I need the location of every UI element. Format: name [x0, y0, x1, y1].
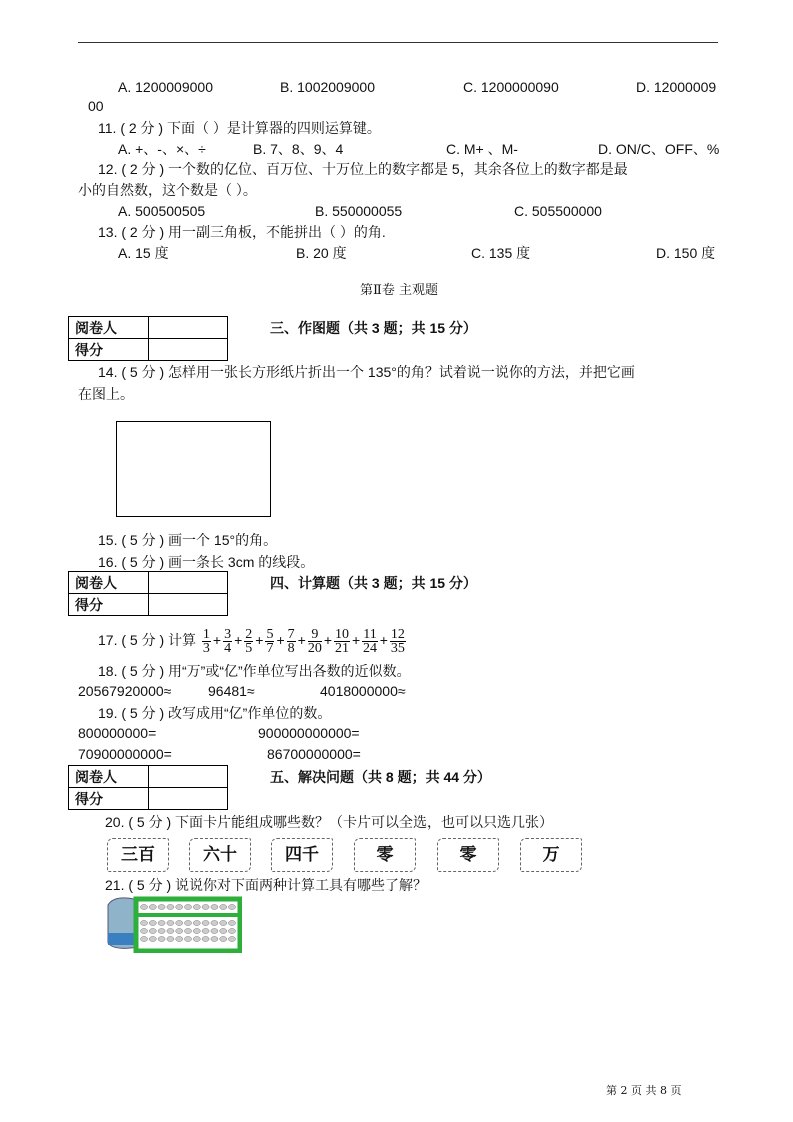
fraction: $\frac{3}{4}$	[224, 626, 232, 656]
abacus-bead	[167, 905, 174, 910]
q19-item-2: 900000000000=	[258, 725, 360, 741]
q10-option-c: C. 1200000090	[463, 79, 559, 95]
card: 四千	[271, 838, 333, 872]
grader-label: 阅卷人	[69, 317, 149, 339]
q18-item-3: 4018000000≈	[320, 683, 406, 699]
plus-sign: +	[234, 632, 243, 648]
abacus-bead	[158, 929, 165, 934]
abacus-bead	[149, 937, 156, 942]
q18-item-1: 20567920000≈	[78, 683, 172, 699]
card: 零	[437, 838, 499, 872]
fraction: $\frac{11}{24}$	[362, 626, 377, 656]
abacus-bead	[202, 929, 209, 934]
grader-table-1	[68, 316, 228, 361]
abacus-bead	[141, 937, 148, 942]
q16-stem: 16. ( 5 分 ) 画一条长 3cm 的线段。	[98, 554, 315, 570]
q11-stem: 11. ( 2 分 ) 下面（ ）是计算器的四则运算键。	[98, 120, 381, 136]
abacus-bead	[185, 937, 192, 942]
abacus-bead	[193, 929, 200, 934]
grader-cell[interactable]	[149, 317, 228, 339]
abacus-bead	[220, 929, 227, 934]
q12-stem: 12. ( 2 分 ) 一个数的亿位、百万位、十万位上的数字都是 5，其余各位上的数字都是最	[98, 161, 628, 177]
card: 零	[354, 838, 416, 872]
q13-option-b: B. 20 度	[296, 245, 347, 261]
q11-option-c: C. M+ 、M-	[446, 141, 518, 157]
grader-label: 阅卷人	[69, 766, 149, 788]
score-cell[interactable]	[149, 594, 228, 616]
abacus-bead	[141, 905, 148, 910]
q11-option-d: D. ON/C、OFF、%	[598, 141, 720, 157]
q13-stem: 13. ( 2 分 ) 用一副三角板，不能拼出（ ）的角.	[98, 224, 386, 240]
rectangle-paper-figure	[116, 421, 271, 517]
abacus-bead	[229, 929, 236, 934]
card: 六十	[189, 838, 251, 872]
q19-item-3: 70900000000=	[78, 746, 172, 762]
abacus-bead	[176, 929, 183, 934]
q10-option-a: A. 1200009000	[118, 79, 213, 95]
plus-sign: +	[379, 632, 388, 648]
q12-stem-cont: 小的自然数，这个数是（ ）。	[78, 182, 257, 198]
q10-option-b: B. 1002009000	[280, 79, 375, 95]
page-footer: 第 2 页 共 8 页	[606, 1084, 682, 1097]
abacus-bead	[176, 921, 183, 926]
q12-option-c: C. 505500000	[514, 203, 602, 219]
q20-stem: 20. ( 5 分 ) 下面卡片能组成哪些数？（卡片可以全选，也可以只选几张）	[105, 814, 554, 830]
q19-item-4: 86700000000=	[267, 746, 361, 762]
abacus-bead	[167, 937, 174, 942]
grader-table-3	[68, 765, 228, 810]
card: 万	[520, 838, 582, 872]
abacus-image	[104, 895, 242, 953]
grader-cell[interactable]	[149, 572, 228, 594]
score-cell[interactable]	[149, 339, 228, 361]
abacus-bead	[141, 921, 148, 926]
fraction: $\frac{9}{20}$	[307, 626, 322, 656]
grader-label: 阅卷人	[69, 572, 149, 594]
q10-option-d-wrap: 00	[88, 98, 104, 114]
q12-option-a: A. 500500505	[118, 203, 206, 219]
abacus-bead	[220, 937, 227, 942]
q13-option-d: D. 150 度	[656, 245, 716, 261]
plus-sign: +	[323, 632, 333, 648]
q19-item-1: 800000000=	[78, 725, 157, 741]
abacus-bead	[185, 905, 192, 910]
q11-option-a: A. +、-、×、÷	[118, 141, 206, 157]
abacus-bead	[220, 921, 227, 926]
q19-stem: 19. ( 5 分 ) 改写成用“亿”作单位的数。	[98, 705, 332, 721]
plus-sign: +	[352, 632, 361, 648]
q10-option-d: D. 12000009	[636, 79, 717, 95]
abacus-bead	[193, 937, 200, 942]
q14-stem-cont: 在图上。	[78, 386, 134, 402]
score-label: 得分	[69, 788, 149, 810]
abacus-bead	[211, 937, 218, 942]
abacus-bead	[211, 929, 218, 934]
plus-sign: +	[212, 632, 222, 648]
q15-stem: 15. ( 5 分 ) 画一个 15°的角。	[98, 532, 278, 548]
q13-option-a: A. 15 度	[118, 245, 169, 261]
plus-sign: +	[255, 632, 264, 648]
grader-table-2	[68, 571, 228, 616]
q17-fraction-sum	[200, 626, 408, 656]
section-title-problems: 五、解决问题（共 8 题；共 44 分）	[270, 769, 491, 785]
abacus-bead	[193, 905, 200, 910]
abacus-bead	[158, 937, 165, 942]
abacus-bead	[185, 929, 192, 934]
q21-stem: 21. ( 5 分 ) 说说你对下面两种计算工具有哪些了解？	[105, 877, 428, 893]
abacus-bead	[149, 921, 156, 926]
abacus-bead	[149, 905, 156, 910]
q11-option-b: B. 7、8、9、4	[253, 141, 344, 157]
part2-title: 第Ⅱ卷 主观题	[360, 283, 438, 298]
abacus-bead	[167, 921, 174, 926]
score-label: 得分	[69, 339, 149, 361]
q17-stem: 17. ( 5 分 ) 计算	[98, 632, 197, 648]
fraction: $\frac{1}{3}$	[202, 626, 210, 656]
section-title-drawing: 三、作图题（共 3 题；共 15 分）	[270, 320, 477, 336]
abacus-bead	[167, 929, 174, 934]
fraction: $\frac{12}{35}$	[390, 626, 405, 656]
section-title-calculation: 四、计算题（共 3 题；共 15 分）	[270, 575, 477, 591]
abacus-bead	[229, 937, 236, 942]
score-label: 得分	[69, 594, 149, 616]
grader-cell[interactable]	[149, 766, 228, 788]
abacus-bead	[211, 921, 218, 926]
fraction: $\frac{2}{5}$	[245, 626, 253, 656]
abacus-bead	[229, 921, 236, 926]
abacus-bead	[229, 905, 236, 910]
card: 三百	[107, 838, 169, 872]
q13-option-c: C. 135 度	[471, 245, 531, 261]
abacus-bead	[193, 921, 200, 926]
plus-sign: +	[276, 632, 285, 648]
q14-stem: 14. ( 5 分 ) 怎样用一张长方形纸片折出一个 135°的角？试着说一说你的方法，并把它画	[98, 364, 635, 380]
header-rule	[78, 42, 718, 43]
abacus-bead	[176, 937, 183, 942]
abacus-bead	[149, 929, 156, 934]
abacus-bead	[158, 921, 165, 926]
q18-stem: 18. ( 5 分 ) 用“万”或“亿”作单位写出各数的近似数。	[98, 663, 411, 679]
abacus-bead	[141, 929, 148, 934]
abacus-bead	[176, 905, 183, 910]
abacus-bead	[211, 905, 218, 910]
abacus-bead	[220, 905, 227, 910]
q18-item-2: 96481≈	[208, 683, 255, 699]
fraction: $\frac{7}{8}$	[287, 626, 295, 656]
q12-option-b: B. 550000055	[315, 203, 403, 219]
plus-sign: +	[297, 632, 306, 648]
q17	[98, 626, 408, 655]
abacus-bead	[158, 905, 165, 910]
abacus-bead	[202, 937, 209, 942]
fraction: $\frac{5}{7}$	[266, 626, 274, 656]
abacus-bead	[202, 905, 209, 910]
fraction: $\frac{10}{21}$	[335, 626, 350, 656]
score-cell[interactable]	[149, 788, 228, 810]
abacus-bead	[185, 921, 192, 926]
abacus-bead	[202, 921, 209, 926]
